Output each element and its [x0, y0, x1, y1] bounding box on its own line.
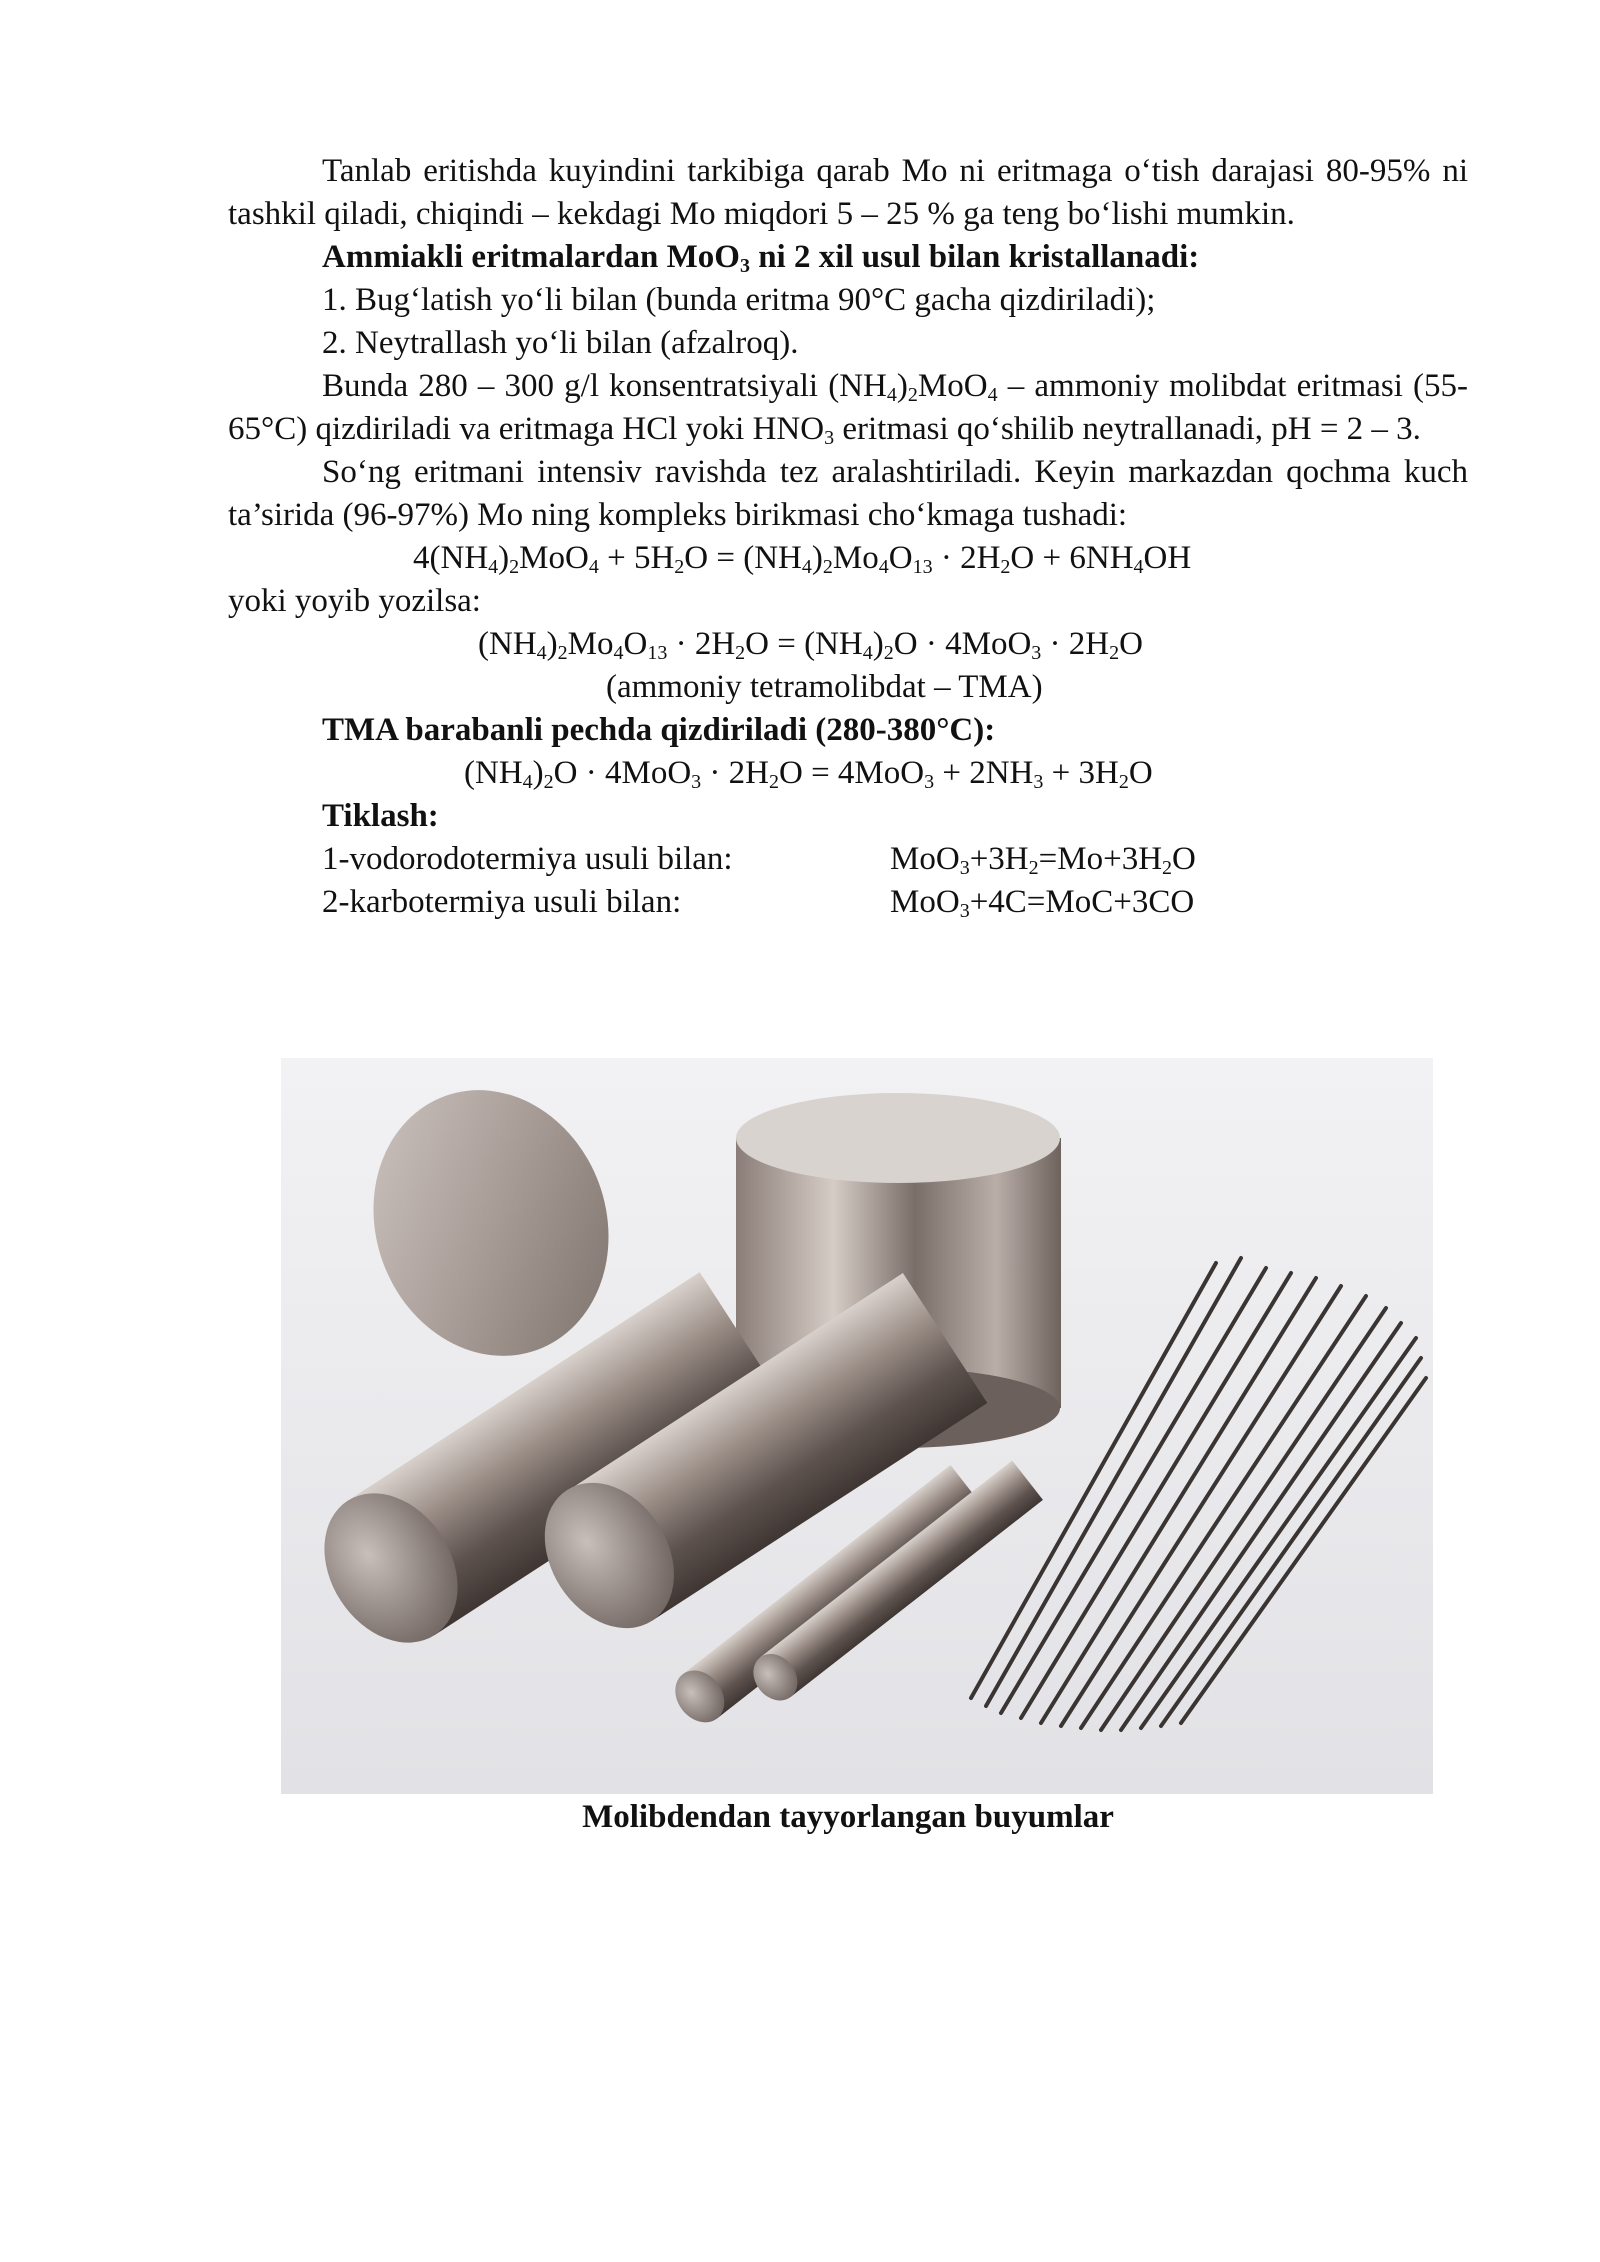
- method-equation: [890, 881, 1194, 924]
- formula-subscript: 4: [488, 556, 499, 578]
- method-row: [228, 838, 1468, 881]
- equation-1: [228, 537, 1468, 580]
- list-item: 1. Bug‘latish yo‘li bilan (bunda eritma 90°C gacha qizdiriladi);: [322, 282, 1156, 318]
- paragraph-2: Bunda 280 – 300 g/l konsentratsiyali $(NH_4)_2MoO_4$ – ammoniy molibdat eritmasi (55-65°C) qizdiriladi va eritmaga HCl yoki $HNO_3$ eritmasi qo‘shilib neytrallanadi, pH = 2 – 3.: [228, 368, 1468, 449]
- formula-subscript: 4: [522, 771, 533, 793]
- formula-text: +4C=MoC+3CO: [969, 884, 1195, 920]
- paragraph-1: Tanlab eritishda kuyindini tarkibiga qarab Mo ni eritmaga o‘tish darajasi 80-95% ni tashkil qiladi, chiqindi – kekdagi Mo miqdori 5 – 25 % ga teng bo‘lishi mumkin.: [228, 153, 1468, 232]
- formula-text: MoO: [519, 540, 589, 576]
- formula-subscript: 2: [735, 642, 746, 664]
- heading-reduction: Tiklash:: [322, 798, 439, 834]
- formula-subscript: 2: [1162, 857, 1173, 879]
- formula-subscript: 2: [557, 642, 568, 664]
- formula-text: · 2H: [701, 755, 769, 791]
- formula-text: O = 4MoO: [778, 755, 925, 791]
- heading-tma: TMA barabanli pechda qizdiriladi (280-380°C):: [322, 712, 996, 748]
- formula-text: MoO: [890, 884, 960, 920]
- formula-subscript: 4: [613, 642, 624, 664]
- formula-subscript: 13: [912, 556, 933, 578]
- formula-subscript: 3: [1031, 642, 1042, 664]
- formula-text: + 2NH: [934, 755, 1034, 791]
- method-equation: [890, 838, 1196, 881]
- figure-caption: Molibdendan tayyorlangan buyumlar: [582, 1799, 1114, 1835]
- formula-text: OH: [1143, 540, 1192, 576]
- formula-text: ): [872, 626, 884, 662]
- equation-2-note: (ammoniy tetramolibdat – TMA): [606, 669, 1043, 705]
- formula-subscript: 4: [878, 556, 889, 578]
- formula-text: MoO: [890, 841, 960, 877]
- equation-3: [228, 752, 1468, 795]
- paragraph-3: So‘ng eritmani intensiv ravishda tez aralashtiriladi. Keyin markazdan qochma kuch ta’sirida (96-97%) Mo ning kompleks birikmasi cho‘kmaga tushadi:: [228, 454, 1468, 533]
- formula-text: · 2H: [667, 626, 736, 662]
- formula-subscript: 2: [1118, 771, 1129, 793]
- formula-text: ): [532, 755, 544, 791]
- formula-text: O: [888, 540, 913, 576]
- formula-text: O: [1128, 755, 1153, 791]
- formula-text: Mo: [567, 626, 614, 662]
- formula-subscript: 2: [543, 771, 554, 793]
- formula-text: ): [498, 540, 510, 576]
- formula-subscript: 3: [924, 771, 935, 793]
- equation-2: [228, 623, 1468, 666]
- formula-subscript: 3: [959, 900, 970, 922]
- formula-subscript: 4: [801, 556, 812, 578]
- formula-text: +3H: [969, 841, 1029, 877]
- formula-text: ): [546, 626, 558, 662]
- formula-text: O · 4MoO: [553, 755, 692, 791]
- or-text: yoki yoyib yozilsa:: [228, 583, 481, 619]
- formula-text: =Mo+3H: [1038, 841, 1163, 877]
- formula-text: ): [811, 540, 823, 576]
- list-item: 2. Neytrallash yo‘li bilan (afzalroq).: [322, 325, 799, 361]
- formula-text: 4(NH: [413, 540, 489, 576]
- method-label: 2-karbotermiya usuli bilan:: [322, 884, 682, 920]
- formula-text: O + 6NH: [1010, 540, 1134, 576]
- formula-text: O: [1172, 841, 1196, 877]
- method-label: 1-vodorodotermiya usuli bilan:: [322, 841, 733, 877]
- formula-text: + 3H: [1043, 755, 1119, 791]
- formula-subscript: 2: [768, 771, 779, 793]
- formula-subscript: 4: [1133, 556, 1144, 578]
- formula-text: O: [1119, 626, 1143, 662]
- formula-subscript: 3: [959, 857, 970, 879]
- method-row: [228, 881, 1468, 924]
- formula-subscript: 2: [822, 556, 833, 578]
- formula-subscript: 2: [509, 556, 520, 578]
- formula-text: O = (NH: [745, 626, 863, 662]
- formula-subscript: 3: [691, 771, 702, 793]
- formula-text: O: [623, 626, 648, 662]
- formula-text: O = (NH: [684, 540, 802, 576]
- formula-text: (NH: [464, 755, 523, 791]
- page-content: [228, 150, 1468, 924]
- formula-text: O · 4MoO: [893, 626, 1032, 662]
- formula-subscript: 4: [536, 642, 547, 664]
- formula-subscript: 2: [674, 556, 685, 578]
- formula-text: · 2H: [1041, 626, 1110, 662]
- formula-text: · 2H: [932, 540, 1001, 576]
- molybdenum-products-photo: [281, 1058, 1433, 1794]
- formula-subscript: 2: [1028, 857, 1039, 879]
- heading-crystallization: Ammiakli eritmalardan MoO$_3$ ni 2 xil usul bilan kristallanadi:: [322, 239, 1200, 277]
- formula-text: Mo: [832, 540, 879, 576]
- formula-subscript: 3: [1033, 771, 1044, 793]
- formula-text: + 5H: [598, 540, 675, 576]
- formula-subscript: 2: [883, 642, 894, 664]
- formula-text: (NH: [478, 626, 537, 662]
- formula-subscript: 2: [1000, 556, 1011, 578]
- formula-subscript: 13: [647, 642, 668, 664]
- formula-subscript: 2: [1109, 642, 1120, 664]
- formula-subscript: 4: [588, 556, 599, 578]
- formula-subscript: 4: [862, 642, 873, 664]
